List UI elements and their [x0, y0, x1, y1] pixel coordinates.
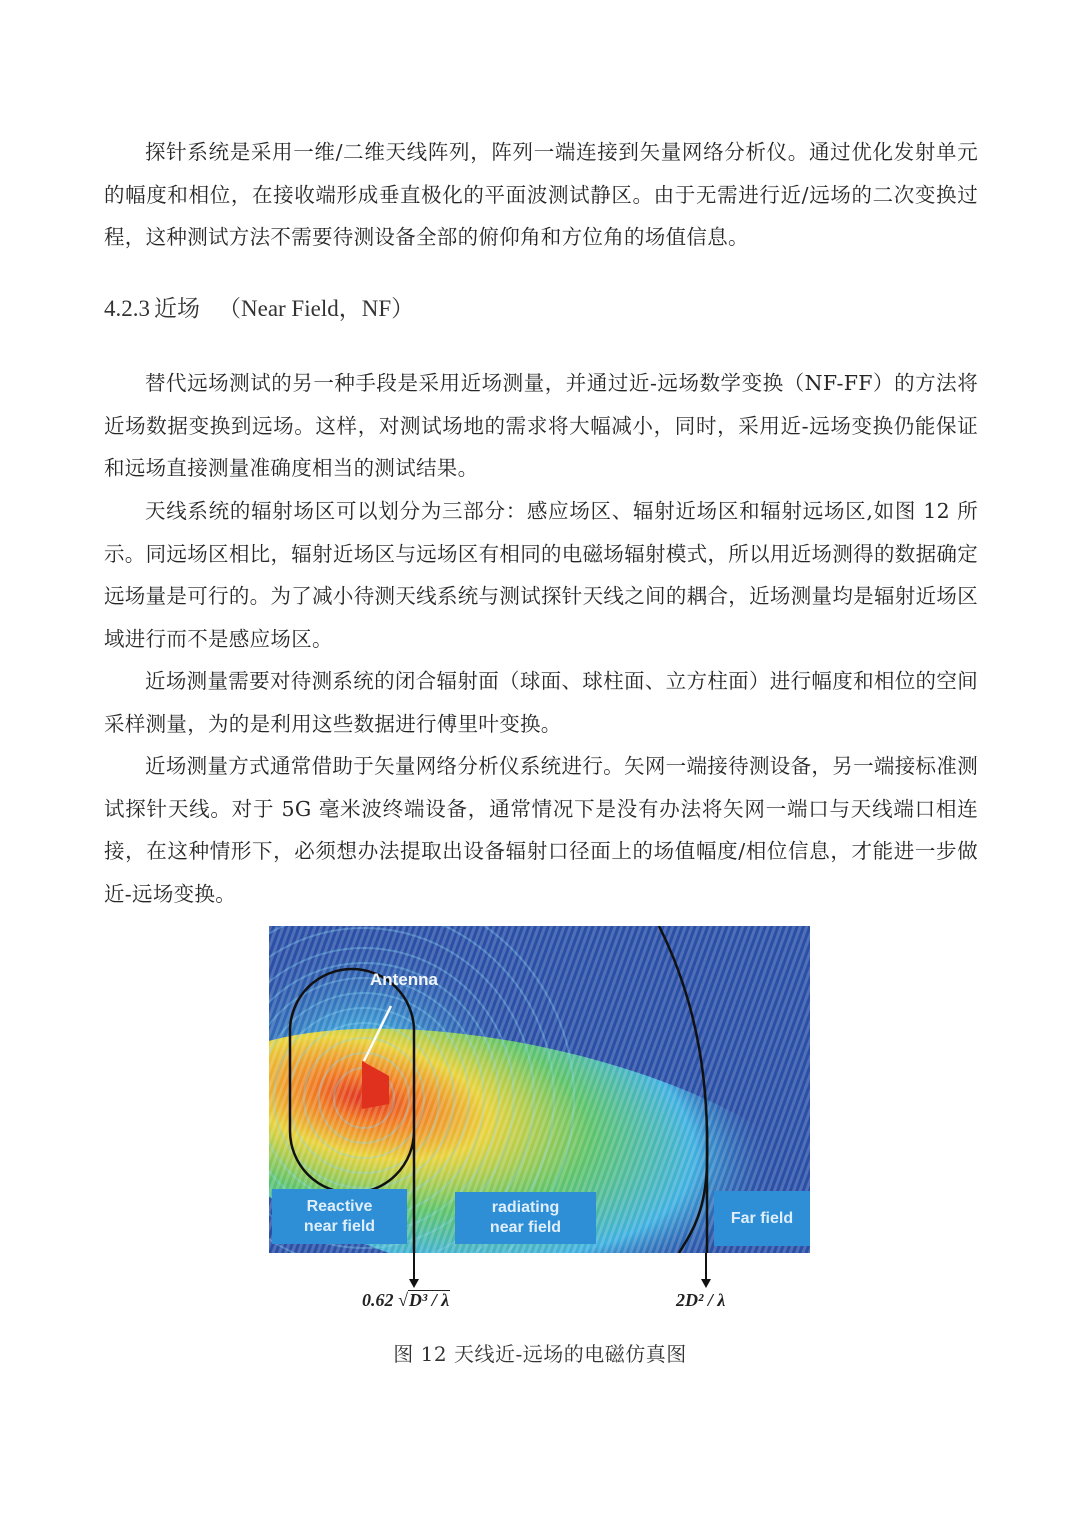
formula-radicand: D³ / λ — [408, 1290, 450, 1310]
sqrt-icon: √ — [398, 1290, 408, 1310]
label-line: near field — [303, 1217, 376, 1235]
formula-coefficient: 0.62 — [362, 1290, 394, 1310]
far-field-boundary-formula: 2D² / λ — [676, 1290, 726, 1310]
radiating-near-field-label — [455, 1192, 596, 1244]
paragraph-vna-measurement: 近场测量方式通常借助于矢量网络分析仪系统进行。矢网一端接待测设备，另一端接标准测试探针天线。对于 5G 毫米波终端设备，通常情况下是没有办法将矢网一端口与天线端口相连接，在这种情形下，必须想办法提取出设备辐射口径面上的场值幅度/相位信息，才能进一步做近-远场变换。 — [104, 754, 978, 906]
paragraph-field-regions: 天线系统的辐射场区可以划分为三部分：感应场区、辐射近场区和辐射远场区,如图 12 所示。同远场区相比，辐射近场区与远场区有相同的电磁场辐射模式，所以用近场测得的数据确定远场量是可行的。为了减小待测天线系统与测试探针天线之间的耦合，近场测量均是辐射近场区域进行而不是感应场区。 — [104, 499, 978, 651]
section-title-en: （Near Field，NF） — [218, 296, 415, 321]
paragraph-nf-ff-intro: 替代远场测试的另一种手段是采用近场测量，并通过近-远场数学变换（NF-FF）的方法将近场数据变换到远场。这样，对测试场地的需求将大幅减小，同时，采用近-远场变换仍能保证和远场直接测量准确度相当的测试结果。 — [104, 371, 978, 480]
label-line: near field — [489, 1219, 562, 1236]
section-heading — [104, 290, 414, 323]
near-far-field-simulation-figure — [269, 926, 810, 1253]
figure-caption: 图 12 天线近-远场的电磁仿真图 — [393, 1342, 687, 1366]
reactive-near-field-label — [272, 1189, 407, 1244]
paragraph-sampling: 近场测量需要对待测系统的闭合辐射面（球面、球柱面、立方柱面）进行幅度和相位的空间采样测量，为的是利用这些数据进行傅里叶变换。 — [104, 669, 978, 736]
label-line: Far field — [730, 1209, 794, 1227]
far-field-boundary-arrow-icon — [697, 1253, 717, 1289]
far-field-label — [714, 1191, 810, 1246]
paragraph-probe-system: 探针系统是采用一维/二维天线阵列，阵列一端连接到矢量网络分析仪。通过优化发射单元的幅度和相位，在接收端形成垂直极化的平面波测试静区。由于无需进行近/远场的二次变换过程，这种测试方法不需要待测设备全部的俯仰角和方位角的场值信息。 — [104, 140, 978, 249]
section-number: 4.2.3 — [104, 296, 150, 321]
label-line: radiating — [491, 1199, 560, 1216]
section-title-cn: 近场 — [154, 296, 200, 321]
antenna-label: Antenna — [370, 970, 438, 989]
reactive-boundary-formula — [362, 1290, 450, 1311]
label-line: Reactive — [306, 1197, 373, 1215]
reactive-boundary-arrow-icon — [405, 1253, 425, 1289]
